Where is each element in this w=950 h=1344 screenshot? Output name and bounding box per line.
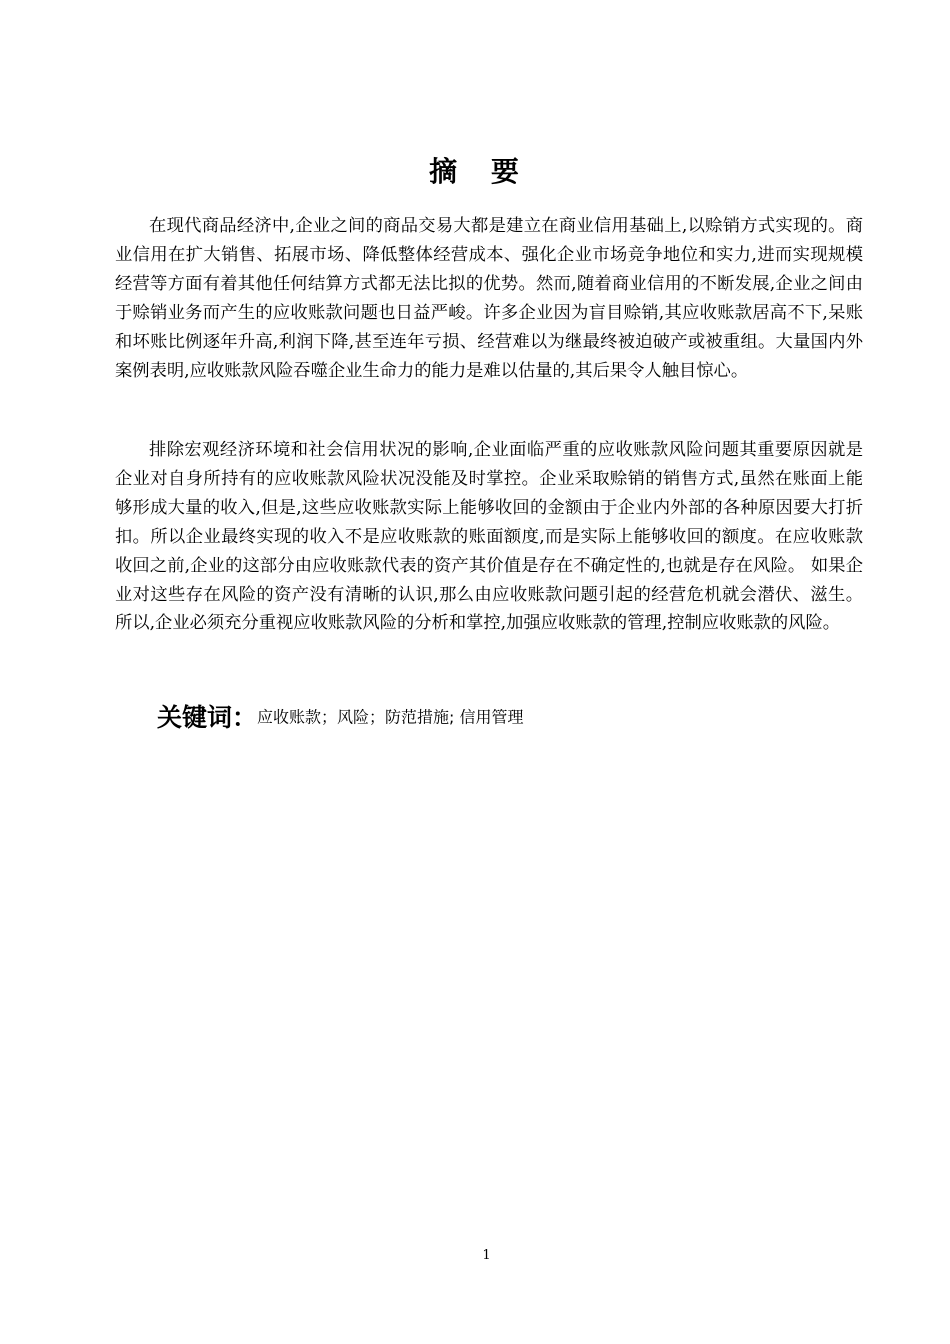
keywords-line (157, 698, 524, 734)
abstract-paragraph-2: 排除宏观经济环境和社会信用状况的影响,企业面临严重的应收账款风险问题其重要原因就是企业对自身所持有的应收账款风险状况没能及时掌控。企业采取赊销的销售方式,虽然在账面上能够形成大量的收入,但是,这些应收账款实际上能够收回的金额由于企业内外部的各种原因要大打折扣。所以企业最终实现的收入不是应收账款的账面额度,而是实际上能够收回的额度。在应收账款收回之前,企业的这部分由应收账款代表的资产其价值是存在不确定性的,也就是存在风险。 如果企业对这些存在风险的资产没有清晰的认识,那么由应收账款问题引起的经营危机就会潜伏、滋生。所以,企业必须充分重视应收账款风险的分析和掌控,加强应收账款的管理,控制应收账款的风险。 (115, 440, 863, 634)
keywords-label: 关键词： (157, 703, 258, 732)
abstract-paragraph-1: 在现代商品经济中,企业之间的商品交易大都是建立在商业信用基础上,以赊销方式实现的。商业信用在扩大销售、拓展市场、降低整体经营成本、强化企业市场竞争地位和实力,进而实现规模经营等方面有着其他任何结算方式都无法比拟的优势。然而,随着商业信用的不断发展,企业之间由于赊销业务而产生的应收账款问题也日益严峻。许多企业因为盲目赊销,其应收账款居高不下,呆账和坏账比例逐年升高,利润下降,甚至连年亏损、经营难以为继最终被迫破产或被重组。大量国内外案例表明,应收账款风险吞噬企业生命力的能力是难以估量的,其后果令人触目惊心。 (115, 216, 863, 381)
keywords-value: 应收账款；风险；防范措施; 信用管理 (257, 707, 524, 727)
abstract-title: 摘 要 (429, 155, 531, 188)
page-number: 1 (482, 1248, 491, 1263)
